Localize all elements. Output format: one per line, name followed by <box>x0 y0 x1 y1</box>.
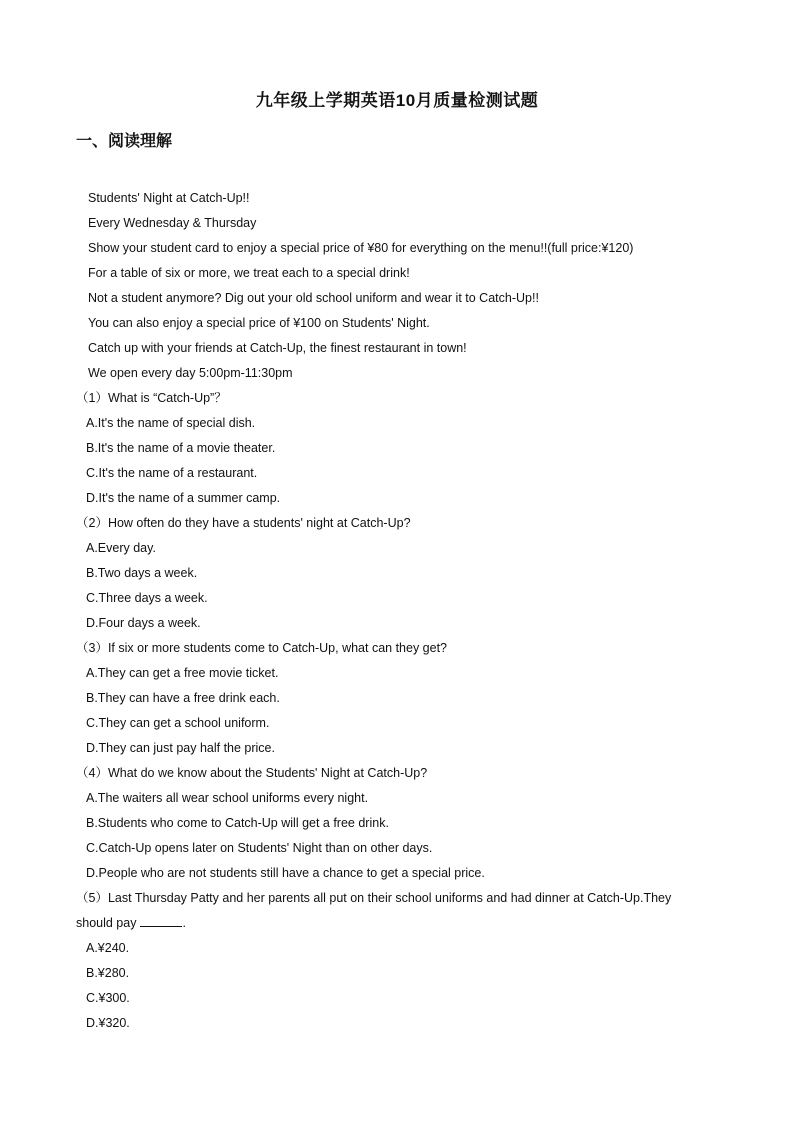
section-heading: 一、阅读理解 <box>76 133 173 150</box>
option-c: C.It's the name of a restaurant. <box>86 466 258 480</box>
question-stem-text: （5）Last Thursday Patty and her parents all put on their school uniforms and had dinner at Catch-Up.They should pay <box>76 891 672 930</box>
option-d: D.¥320. <box>86 1016 130 1030</box>
question-stem: （2）How often do they have a students' night at Catch-Up? <box>76 516 411 530</box>
passage-line: You can also enjoy a special price of ¥100 on Students' Night. <box>88 316 430 330</box>
option-a: A.¥240. <box>86 941 130 955</box>
page-title: 九年级上学期英语10月质量检测试题 <box>255 91 539 110</box>
option-b: B.They can have a free drink each. <box>86 691 280 705</box>
option-d: D.It's the name of a summer camp. <box>86 491 281 505</box>
option-c: C.Catch-Up opens later on Students' Night than on other days. <box>86 841 433 855</box>
answer-blank <box>140 912 182 927</box>
question-1 <box>76 386 716 511</box>
passage-line: Catch up with your friends at Catch-Up, the finest restaurant in town! <box>88 341 467 355</box>
reading-passage <box>88 186 728 386</box>
question-5 <box>76 886 716 1036</box>
question-2 <box>76 511 716 636</box>
question-stem: （1）What is “Catch-Up”？ <box>76 391 227 405</box>
passage-line: Students' Night at Catch-Up!! <box>88 191 250 205</box>
passage-line: We open every day 5:00pm-11:30pm <box>88 366 293 380</box>
option-c: C.They can get a school uniform. <box>86 716 270 730</box>
passage-line: Every Wednesday & Thursday <box>88 216 257 230</box>
question-3 <box>76 636 716 761</box>
question-stem <box>76 886 706 936</box>
option-b: B.Two days a week. <box>86 566 198 580</box>
option-a: A.Every day. <box>86 541 156 555</box>
question-list <box>76 386 716 1036</box>
passage-line: For a table of six or more, we treat each to a special drink! <box>88 266 410 280</box>
option-b: B.It's the name of a movie theater. <box>86 441 276 455</box>
question-4 <box>76 761 716 886</box>
passage-line: Show your student card to enjoy a special price of ¥80 for everything on the menu!!(full price:¥120) <box>88 241 634 255</box>
option-a: A.The waiters all wear school uniforms every night. <box>86 791 369 805</box>
option-d: D.They can just pay half the price. <box>86 741 275 755</box>
option-d: D.People who are not students still have a chance to get a special price. <box>86 866 485 880</box>
option-c: C.¥300. <box>86 991 130 1005</box>
option-c: C.Three days a week. <box>86 591 208 605</box>
option-a: A.They can get a free movie ticket. <box>86 666 279 680</box>
passage-line: Not a student anymore? Dig out your old school uniform and wear it to Catch-Up!! <box>88 291 539 305</box>
option-d: D.Four days a week. <box>86 616 201 630</box>
question-stem: （3）If six or more students come to Catch-Up, what can they get? <box>76 641 447 655</box>
option-b: B.¥280. <box>86 966 130 980</box>
option-b: B.Students who come to Catch-Up will get a free drink. <box>86 816 389 830</box>
option-a: A.It's the name of special dish. <box>86 416 256 430</box>
question-stem: （4）What do we know about the Students' Night at Catch-Up? <box>76 766 428 780</box>
question-stem-end: . <box>182 916 186 930</box>
